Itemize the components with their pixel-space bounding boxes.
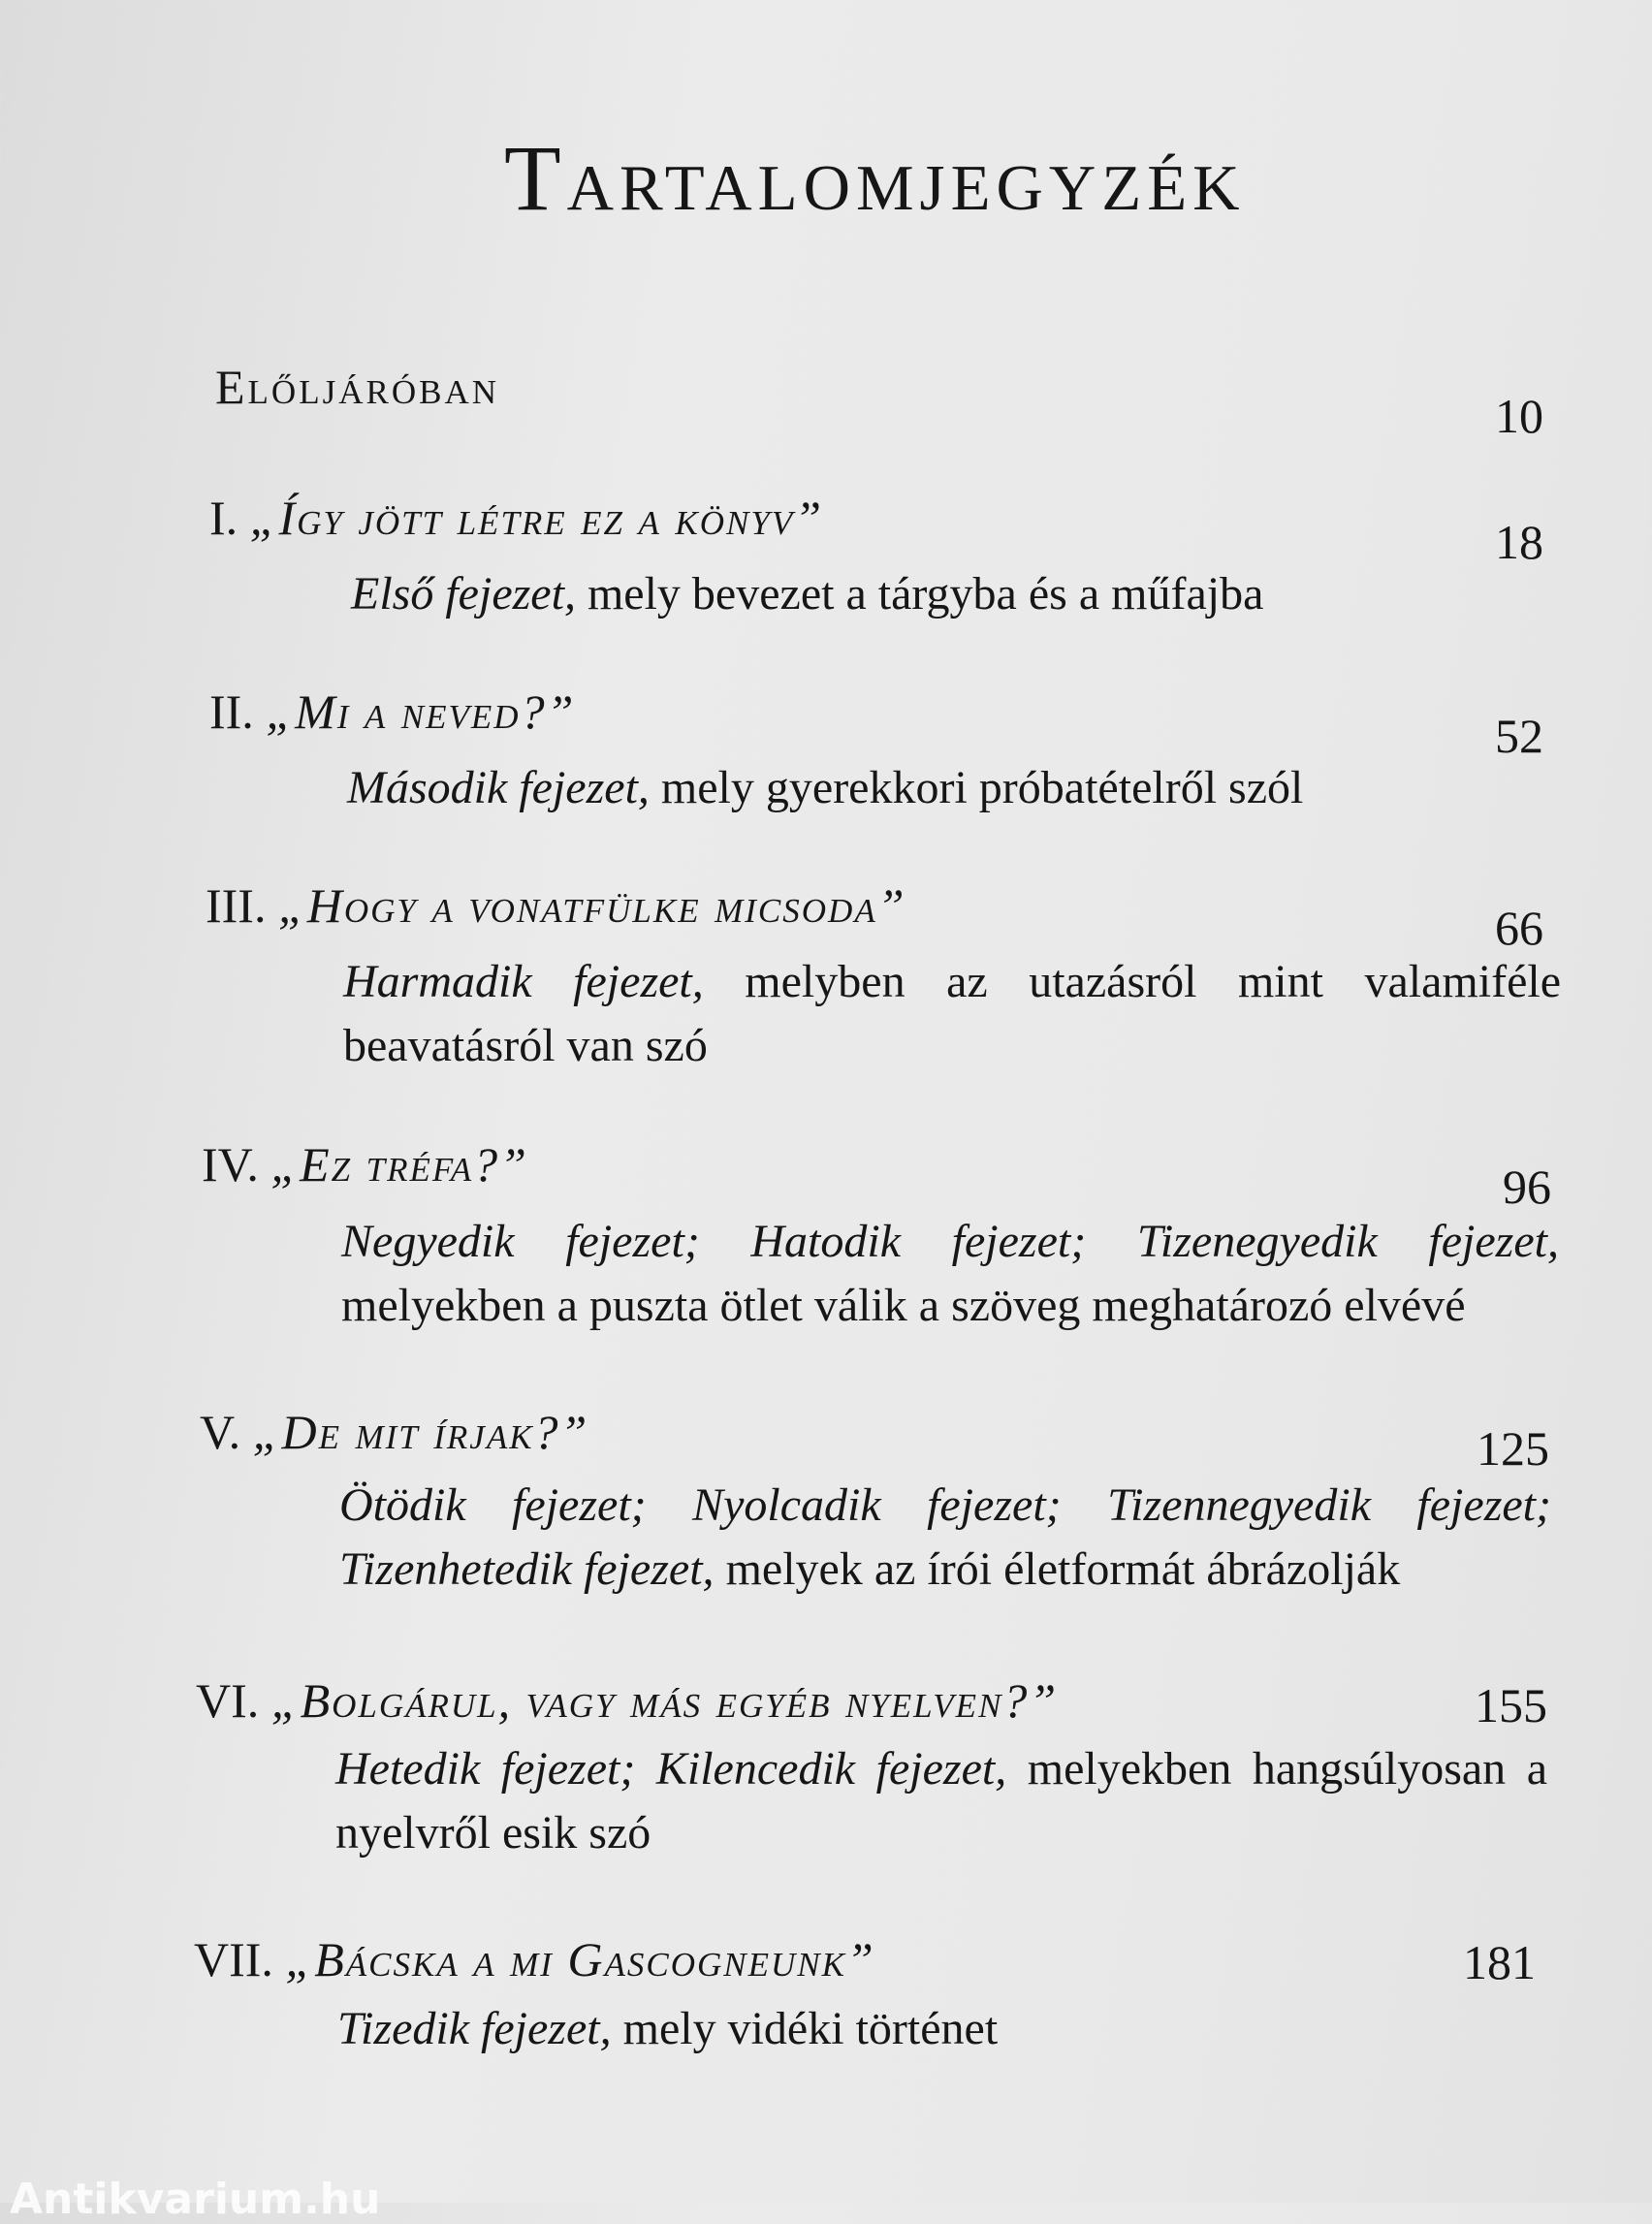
entry-chapters: Tizedik fejezet, <box>337 2003 612 2054</box>
entry-chapters: Hetedik fejezet; Kilencedik fejezet, <box>335 1743 1007 1795</box>
entry-chapters: Második fejezet, <box>347 762 650 813</box>
preface-label: Előljáróban <box>215 360 499 414</box>
entry-summary: melyekben hangsúlyosan a nyelvről esik szó <box>335 1743 1547 1859</box>
entry-number: IV. <box>202 1137 259 1191</box>
entry-page-number: 181 <box>1463 1935 1536 1989</box>
entry-number: VI. <box>196 1673 260 1728</box>
entry-heading <box>200 1404 588 1460</box>
entry-summary: melyekben a puszta ötlet válik a szöveg meghatározó elvévé <box>341 1280 1466 1331</box>
entry-title: „Bolgárul, vagy más egyéb nyelven?” <box>270 1673 1059 1728</box>
entry-page-number: 125 <box>1477 1421 1549 1476</box>
entry-title: „Hogy a vonatfülke micsoda” <box>277 878 906 933</box>
entry-description <box>335 1737 1547 1865</box>
entry-heading <box>209 683 575 740</box>
entry-chapters: Ötödik fejezet; Nyolcadik fejezet; Tizennegyedik fejezet; Tizenhetedik fejezet, <box>339 1479 1551 1595</box>
entry-title: „Mi a neved?” <box>266 684 576 739</box>
entry-number: V. <box>200 1405 241 1459</box>
preface-page-number: 10 <box>1495 389 1543 443</box>
entry-title: „De mit írjak?” <box>252 1405 589 1459</box>
entry-heading <box>196 1672 1058 1729</box>
entry-number: I. <box>209 491 238 545</box>
entry-summary: melyek az írói életformát ábrázolják <box>725 1543 1401 1595</box>
entry-description <box>347 756 1365 820</box>
entry-title: „Így jött létre ez a könyv” <box>249 491 824 545</box>
entry-description <box>341 1210 1559 1338</box>
page-title: Tartalomjegyzék <box>504 126 1246 230</box>
watermark: Antikvarium.hu <box>10 2175 381 2224</box>
entry-description <box>337 1997 1404 2061</box>
entry-description <box>339 1474 1551 1602</box>
entry-page-number: 66 <box>1495 901 1543 955</box>
entry-number: VII. <box>194 1932 273 1986</box>
entry-number: II. <box>209 684 254 739</box>
entry-title: „Bácska a mi Gascogneunk” <box>285 1932 875 1986</box>
entry-chapters: Harmadik fejezet, <box>343 956 704 1007</box>
entry-chapters: Első fejezet, <box>351 568 576 620</box>
entry-page-number: 96 <box>1503 1160 1551 1214</box>
entry-summary: mely vidéki történet <box>622 2003 999 2054</box>
entry-chapters: Negyedik fejezet; Hatodik fejezet; Tizenegyedik fejezet, <box>341 1216 1559 1267</box>
entry-page-number: 52 <box>1495 709 1543 763</box>
entry-page-number: 155 <box>1475 1678 1547 1732</box>
entry-summary: melyben az utazásról mint valamiféle beavatásról van szó <box>343 956 1562 1071</box>
entry-summary: mely bevezet a tárgyba és a műfajba <box>587 568 1264 620</box>
entry-heading <box>206 877 906 934</box>
entry-number: III. <box>206 878 267 933</box>
entry-description <box>343 950 1561 1078</box>
entry-heading <box>194 1931 875 1987</box>
entry-title: „Ez tréfa?” <box>270 1137 528 1191</box>
entry-page-number: 18 <box>1495 515 1543 569</box>
entry-summary: mely gyerekkori próbatételről szól <box>660 762 1304 813</box>
entry-heading <box>202 1136 528 1192</box>
entry-description <box>351 562 1320 626</box>
entry-heading <box>209 490 823 546</box>
